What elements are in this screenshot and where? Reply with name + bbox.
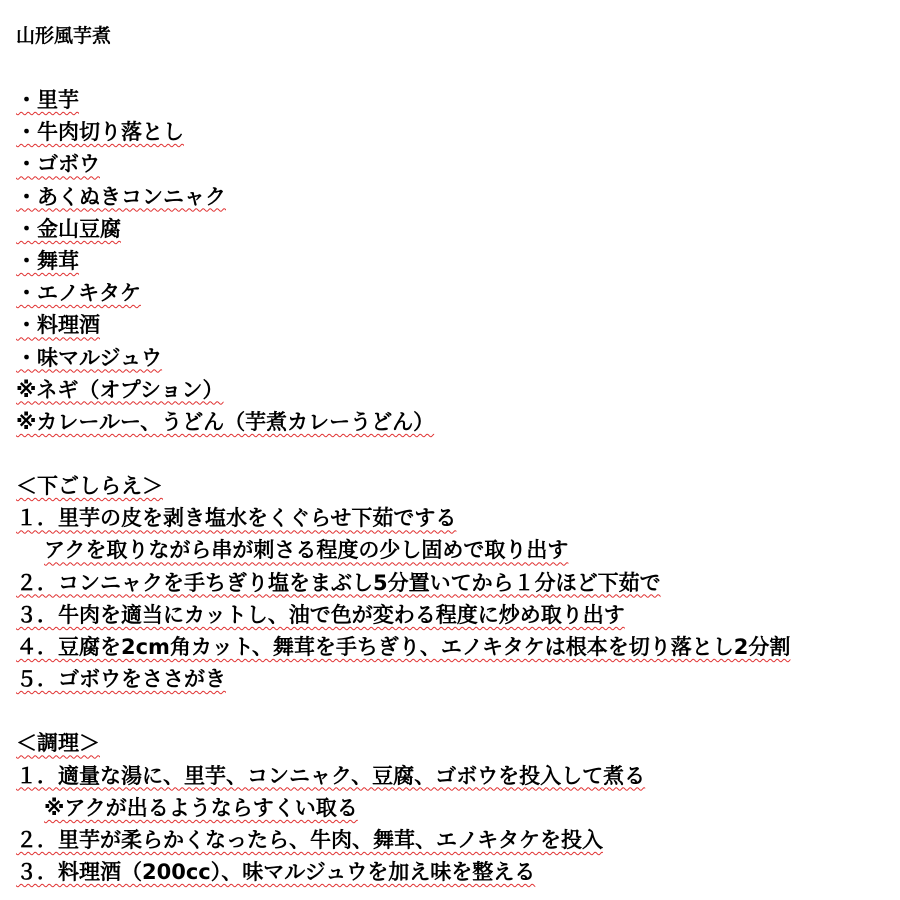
step-text: ※アクが出るようならすくい取る (44, 795, 358, 820)
step-text: ３．料理酒（200cc）、味マルジュウを加え味を整える (16, 860, 536, 885)
ingredient-item (16, 245, 900, 277)
blank-line (16, 52, 900, 84)
recipe-title: 山形風芋煮 (16, 25, 112, 47)
step-text: ５．ゴボウをささがき (16, 667, 226, 692)
ingredient-item (16, 148, 900, 180)
step-continuation (16, 534, 900, 566)
cook-section (16, 727, 900, 888)
step-line (16, 631, 900, 663)
step-line (16, 502, 900, 534)
ingredient-text: ※カレールー、うどん（芋煮カレーうどん） (16, 409, 435, 434)
ingredient-text: ・里芋 (16, 88, 79, 112)
step-text: １．適量な湯に、里芋、コンニャク、豆腐、ゴボウを投入して煮る (16, 763, 646, 788)
ingredient-list (16, 84, 900, 438)
ingredient-text: ・牛肉切り落とし (16, 120, 184, 145)
ingredient-text: ※ネギ（オプション） (16, 377, 224, 402)
step-text: ２．コンニャクを手ちぎり塩をまぶし5分置いてから１分ほど下茹で (16, 570, 661, 595)
step-text: アクを取りながら串が刺さる程度の少し固めで取り出す (44, 538, 569, 563)
section-heading-text: ＜調理＞ (16, 731, 100, 756)
step-text: １．里芋の皮を剥き塩水をくぐらせ下茹でする (16, 506, 457, 531)
step-line (16, 567, 900, 599)
ingredient-item (16, 277, 900, 309)
ingredient-note (16, 406, 900, 438)
ingredient-text: ・エノキタケ (16, 281, 141, 306)
step-text: ３．牛肉を適当にカットし、油で色が変わる程度に炒め取り出す (16, 602, 625, 627)
step-line (16, 599, 900, 631)
ingredient-text: ・舞茸 (16, 248, 79, 273)
ingredient-note (16, 374, 900, 406)
ingredient-item (16, 84, 900, 116)
section-heading-text: ＜下ごしらえ＞ (16, 474, 163, 499)
prep-section (16, 470, 900, 695)
ingredient-item (16, 213, 900, 245)
step-line (16, 856, 900, 888)
step-line (16, 760, 900, 792)
ingredient-text: ・あくぬきコンニャク (16, 184, 226, 209)
ingredient-text: ・金山豆腐 (16, 216, 121, 241)
ingredient-text: ・料理酒 (16, 313, 100, 338)
blank-line (16, 695, 900, 727)
step-text: ２．里芋が柔らかくなったら、牛肉、舞茸、エノキタケを投入 (16, 827, 603, 852)
step-continuation (16, 792, 900, 824)
ingredient-item (16, 116, 900, 148)
step-text: ４．豆腐を2cm角カット、舞茸を手ちぎり、エノキタケは根本を切り落とし2分割 (16, 635, 791, 659)
blank-line (16, 438, 900, 470)
ingredient-text: ・ゴボウ (16, 152, 100, 177)
ingredient-item (16, 309, 900, 341)
step-line (16, 824, 900, 856)
ingredient-item (16, 342, 900, 374)
section-heading (16, 727, 900, 759)
ingredient-text: ・味マルジュウ (16, 345, 163, 370)
ingredient-item (16, 181, 900, 213)
section-heading (16, 470, 900, 502)
step-line (16, 663, 900, 695)
